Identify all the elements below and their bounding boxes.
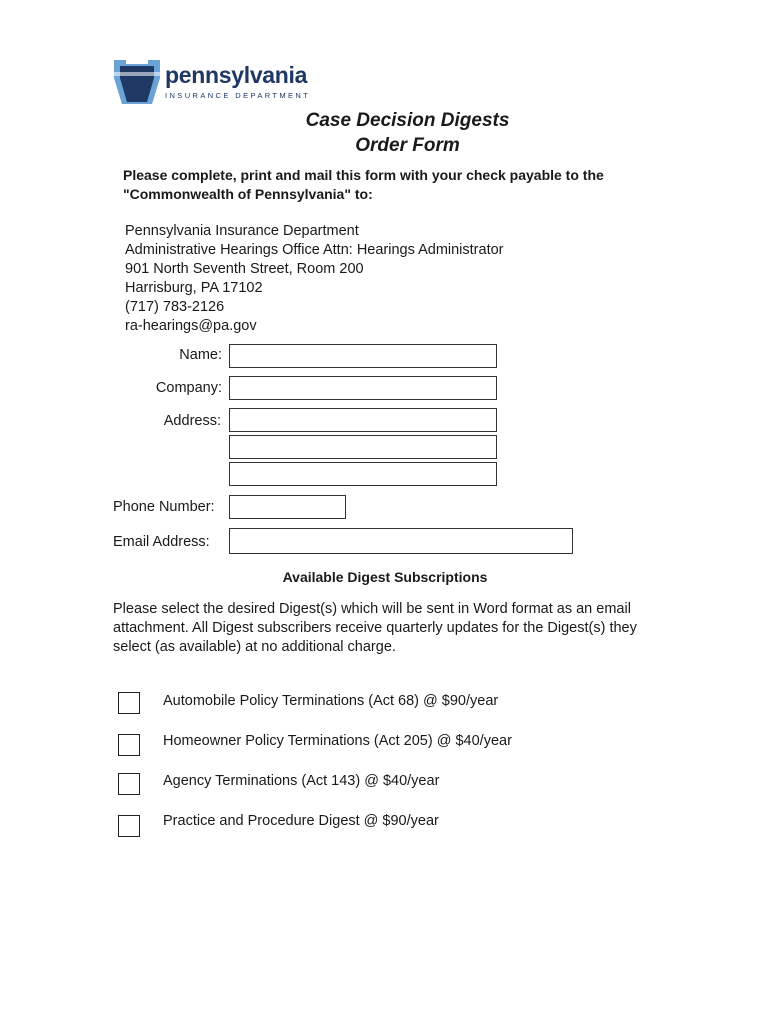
phone-line: (717) 783-2126 — [125, 299, 225, 315]
form-subtitle: Order Form — [355, 135, 460, 156]
option-homeowner-label: Homeowner Policy Terminations (Act 205) @ $40/year — [163, 733, 512, 749]
form-title: Case Decision Digests — [305, 110, 510, 131]
phone-field[interactable] — [229, 495, 346, 519]
name-label: Name: — [179, 347, 222, 363]
company-field[interactable] — [229, 376, 497, 400]
address-line: 901 North Seventh Street, Room 200 — [125, 261, 364, 277]
phone-label: Phone Number: — [113, 499, 215, 515]
email-label: Email Address: — [113, 534, 210, 550]
mailing-address — [125, 222, 504, 336]
subscriptions-description: Please select the desired Digest(s) which will be sent in Word format as an email attachment. All Digest subscribers receive quarterly updates for the Digest(s) they select (as available) at no additional charge. — [113, 601, 637, 655]
keystone-icon — [112, 56, 162, 106]
address-line: Pennsylvania Insurance Department — [125, 223, 359, 239]
address-field-line2[interactable] — [229, 435, 497, 459]
subscriptions-heading: Available Digest Subscriptions — [282, 569, 488, 585]
email-line: ra-hearings@pa.gov — [125, 318, 257, 334]
option-practice-label: Practice and Procedure Digest @ $90/year — [163, 813, 439, 829]
email-field[interactable] — [229, 528, 573, 554]
address-field-line1[interactable] — [229, 408, 497, 432]
checkbox-automobile[interactable] — [118, 692, 140, 714]
address-line: Harrisburg, PA 17102 — [125, 280, 263, 296]
name-field[interactable] — [229, 344, 497, 368]
company-label: Company: — [155, 380, 222, 396]
checkbox-agency[interactable] — [118, 773, 140, 795]
option-automobile-label: Automobile Policy Terminations (Act 68) @ $90/year — [163, 693, 499, 709]
address-line: Administrative Hearings Office Attn: Hearings Administrator — [125, 242, 504, 258]
option-agency-label: Agency Terminations (Act 143) @ $40/year — [163, 773, 440, 789]
checkbox-practice[interactable] — [118, 815, 140, 837]
address-field-line3[interactable] — [229, 462, 497, 486]
address-label: Address: — [163, 413, 221, 429]
checkbox-homeowner[interactable] — [118, 734, 140, 756]
logo-wordmark: pennsylvania — [165, 62, 308, 88]
pa-insurance-logo — [112, 56, 311, 106]
instructions: Please complete, print and mail this form with your check payable to the "Commonwealth of Pennsylvania" to: — [123, 167, 604, 202]
logo-subtitle: INSURANCE DEPARTMENT — [165, 91, 311, 100]
